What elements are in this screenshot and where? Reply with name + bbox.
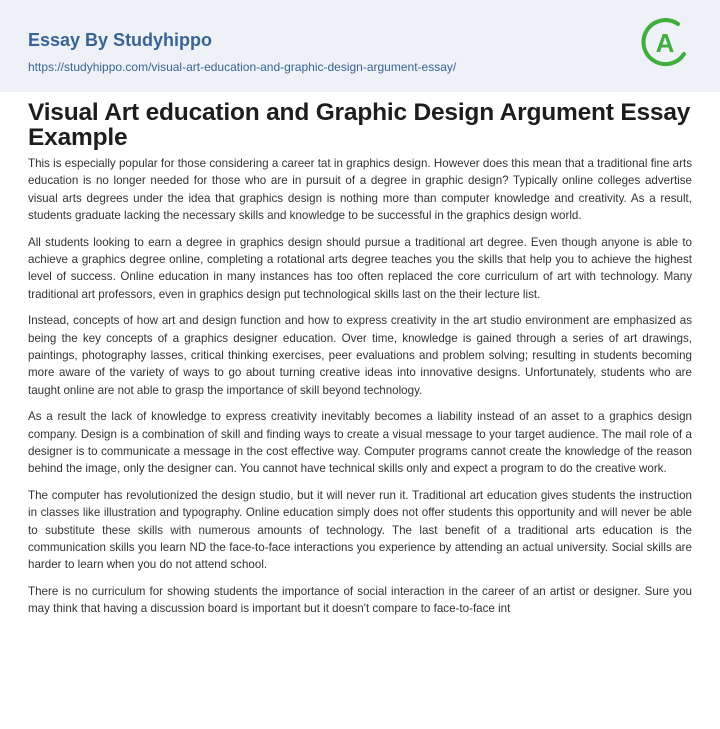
studyhippo-logo-icon[interactable] [638, 14, 692, 72]
paragraph: The computer has revolutionized the design studio, but it will never run it. Traditional art education gives students the instruction in classes like illustration and typography. Online education simply does not offer students this opportunity and will never be able to substitute these skills with numerous amounts of technology. The last benefit of a traditional arts education is the communication skills you learn ND the face-to-face interactions you experience by attending an actual university. Social skills are harder to learn when you do not attend school. [28, 489, 692, 572]
paragraph: All students looking to earn a degree in graphics design should pursue a traditional art degree. Even though anyone is able to achieve a graphics degree online, completing a rotational arts degree teaches you the skills that help you to achieve the highest level of success. Online education in many instances has too often replaced the core curriculum of art with technology. Many traditional art professors, even in graphics design put technological skills last on the their lecture list. [28, 235, 692, 301]
article-title: Visual Art education and Graphic Design Argument Essay Example [28, 99, 691, 151]
source-url[interactable]: https://studyhippo.com/visual-art-education-and-graphic-design-argument-essay/ [28, 60, 457, 74]
paragraph: This is especially popular for those considering a career tat in graphics design. However does this mean that a traditional fine arts education is no longer needed for those who are in pursuit of a degree in graphic design? Typically online colleges advertise visual arts degrees under the idea that graphics design is nothing more than computer knowledge and creativity. As a result, students graduate lacking the necessary skills and knowledge to be successful in the graphics design world. [28, 157, 692, 222]
article [28, 100, 692, 627]
paragraph: There is no curriculum for showing students the importance of social interaction in the career of an artist or designer. Sure you may think that having a discussion board is important but it doesn't compare to face-to-face int [28, 585, 692, 616]
article-body [28, 155, 692, 618]
paragraph: As a result the lack of knowledge to express creativity inevitably becomes a liability instead of an asset to a graphics design company. Design is a combination of skill and finding ways to create a visual message to your target audience. The mail role of a designer is to communicate a message in the cost effective way. Computer programs cannot create the knowledge of the reason behind the image, only the designer can. You cannot have technical skills only and expect a program to do the creative work. [28, 410, 692, 476]
brand-name[interactable]: Essay By Studyhippo [28, 30, 213, 50]
paragraph: Instead, concepts of how art and design function and how to express creativity in the art studio environment are emphasized as being the key concepts of a graphics designer education. Over time, knowledge is gained through a series of art drawings, paintings, photography lasses, critical thinking exercises, peer evaluations and problem solving; resulting in students becoming more aware of the variety of ways to go about turning creative ideas into innovative designs. Unfortunately, students who are taught online are not able to grasp the importance of skill beyond technology. [28, 314, 692, 397]
site-header [0, 0, 720, 92]
logo-letter: A [655, 28, 675, 58]
